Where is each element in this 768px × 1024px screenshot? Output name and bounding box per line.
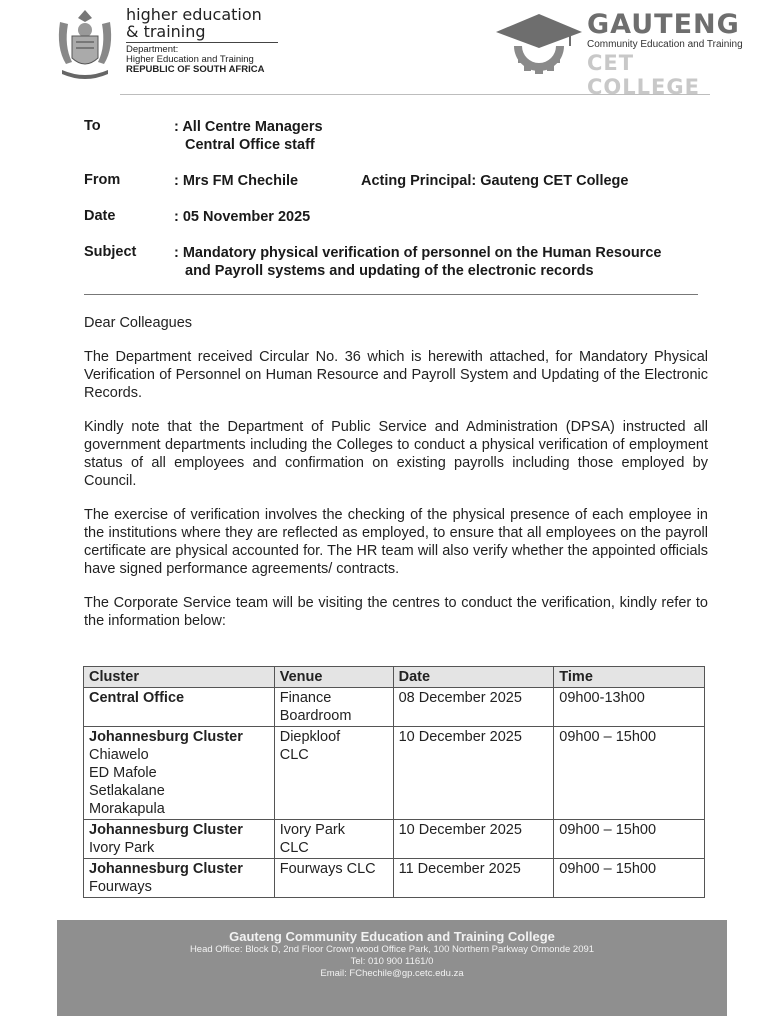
cet-gauteng: GAUTENG: [587, 9, 740, 40]
table-header-row: [84, 667, 705, 688]
footer-address: Head Office: Block D, 2nd Floor Crown wood Office Park, 100 Northern Parkway Ormonde 2091: [189, 944, 595, 955]
venue-cell: [274, 820, 393, 859]
memo-divider: [84, 294, 698, 295]
department-block: [126, 6, 278, 75]
cluster-cell: [84, 820, 275, 859]
cet-gear-cap-logo-icon: [494, 10, 584, 78]
footer-email: Email: FChechile@gp.cetc.edu.za: [320, 968, 464, 979]
header-rule: [120, 94, 710, 95]
letter-footer: [57, 920, 727, 1016]
centre-name: Ivory Park: [89, 840, 155, 856]
cluster-cell: [84, 859, 275, 898]
venue-line1: Fourways CLC: [279, 861, 376, 877]
dept-small-2: Higher Education and Training: [126, 54, 254, 65]
time-cell: 09h00 – 15h00: [554, 727, 705, 820]
venue-line1: Finance: [279, 690, 332, 706]
letterhead: [0, 0, 768, 100]
table-row: [84, 727, 705, 820]
dept-small-3: REPUBLIC OF SOUTH AFRICA: [126, 64, 265, 75]
from-value: : Mrs FM Chechile: [174, 173, 299, 189]
cluster-name: Johannesburg Cluster: [89, 729, 243, 745]
cet-subtitle: Community Education and Training: [587, 39, 743, 50]
col-header-date: Date: [393, 667, 554, 688]
subject-line2: and Payroll systems and updating of the electronic records: [185, 263, 594, 279]
cluster-name: Johannesburg Cluster: [89, 822, 243, 838]
paragraph-3: The exercise of verification involves the checking of the physical presence of each employee in the institutions where they are reflected as employed, to ensure that all employees on the payroll certificate are physical accounted for. The HR team will also verify whether the appointed officials have signed performance agreements/ contracts.: [84, 507, 708, 577]
footer-tel: Tel: 010 900 1161/0: [350, 956, 434, 967]
memo-date-row: [84, 208, 704, 226]
centre-name: Setlakalane: [89, 783, 165, 799]
centre-name: ED Mafole: [89, 765, 157, 781]
letter-body: [84, 314, 708, 646]
date-cell: 08 December 2025: [393, 688, 554, 727]
col-header-venue: Venue: [274, 667, 393, 688]
venue-cell: [274, 727, 393, 820]
centre-name: Morakapula: [89, 801, 165, 817]
venue-line2: Boardroom: [279, 708, 352, 724]
subject-line1: : Mandatory physical verification of personnel on the Human Resource: [174, 245, 662, 261]
date-value: : 05 November 2025: [174, 209, 311, 225]
venue-line2: CLC: [279, 747, 309, 763]
to-value-line2: Central Office staff: [185, 137, 315, 153]
from-label: From: [84, 172, 121, 188]
dept-name-line2: & training: [126, 22, 206, 41]
venue-line1: Ivory Park: [279, 822, 345, 838]
memo-from-row: [84, 172, 704, 190]
to-value-line1: : All Centre Managers: [174, 119, 323, 135]
table-row: [84, 688, 705, 727]
venue-cell: [274, 859, 393, 898]
col-header-cluster: Cluster: [84, 667, 275, 688]
paragraph-1: The Department received Circular No. 36 which is herewith attached, for Mandatory Physical Verification of Personnel on Human Resource and Payroll System and Updating of the Electronic Records.: [84, 349, 708, 401]
dept-name-line1: higher education: [126, 5, 262, 24]
paragraph-2: Kindly note that the Department of Public Service and Administration (DPSA) instructed all government departments including the Colleges to conduct a physical verification of employment status of all employees and confirmation on existing payrolls including those employed by Council.: [84, 419, 708, 489]
cluster-name: Central Office: [89, 690, 185, 706]
venue-cell: [274, 688, 393, 727]
date-cell: 11 December 2025: [393, 859, 554, 898]
date-label: Date: [84, 208, 116, 224]
time-cell: 09h00 – 15h00: [554, 820, 705, 859]
table-row: [84, 859, 705, 898]
coat-of-arms-icon: [52, 8, 118, 84]
paragraph-4: The Corporate Service team will be visiting the centres to conduct the verification, kindly refer to the information below:: [84, 595, 708, 629]
memo-subject-row: [84, 244, 704, 280]
cluster-name: Johannesburg Cluster: [89, 861, 243, 877]
cet-wordmark: [587, 9, 743, 99]
cet-college: CET COLLEGE: [587, 51, 700, 99]
footer-title: Gauteng Community Education and Training College: [229, 929, 555, 944]
centre-name: Chiawelo: [89, 747, 149, 763]
date-cell: 10 December 2025: [393, 820, 554, 859]
table-row: [84, 820, 705, 859]
col-header-time: Time: [554, 667, 705, 688]
greeting: Dear Colleagues: [84, 315, 193, 331]
venue-line2: CLC: [279, 840, 309, 856]
from-title: Acting Principal: Gauteng CET College: [361, 173, 629, 189]
dept-small-1: Department:: [126, 44, 179, 55]
subject-label: Subject: [84, 244, 137, 260]
cluster-cell: [84, 727, 275, 820]
cluster-cell: [84, 688, 275, 727]
venue-line1: Diepkloof: [279, 729, 341, 745]
date-cell: 10 December 2025: [393, 727, 554, 820]
time-cell: 09h00 – 15h00: [554, 859, 705, 898]
memo-header: [84, 118, 704, 294]
memo-to-row: [84, 118, 704, 154]
time-cell: 09h00-13h00: [554, 688, 705, 727]
centre-name: Fourways: [89, 879, 152, 895]
verification-schedule-table: [83, 666, 705, 898]
dept-divider: [126, 42, 278, 43]
to-label: To: [84, 118, 101, 134]
